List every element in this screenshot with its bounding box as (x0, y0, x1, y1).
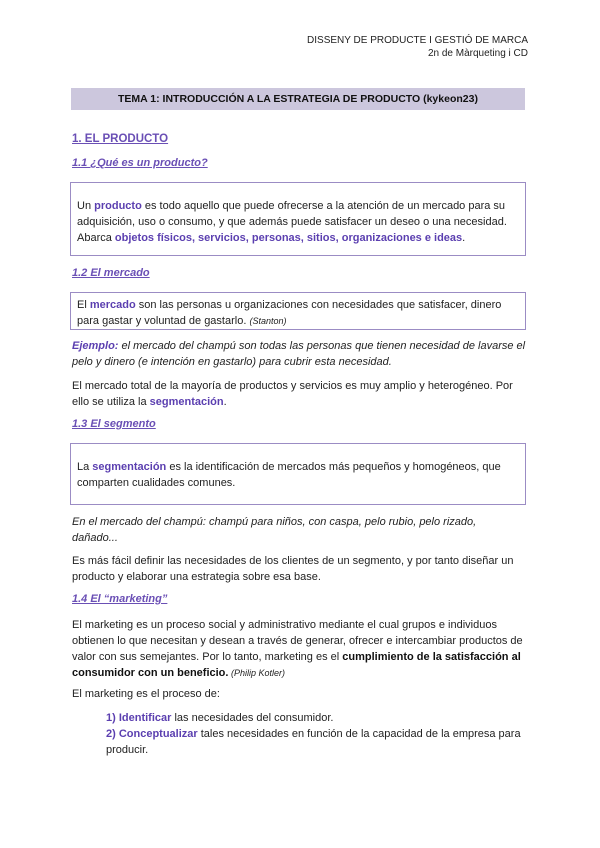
marketing-key-phrase: cumplimiento de la satisfacción al consumidor con un beneficio. (72, 651, 521, 679)
paragraph-marketing-proceso: El marketing es el proceso de: (72, 688, 220, 700)
subsection-heading-marketing: 1.4 El “marketing” (72, 593, 168, 605)
citation-stanton: (Stanton) (249, 316, 287, 326)
definition-box-producto: Un producto es todo aquello que puede ofrecerse a la atención de un mercado para su adquisición, uso o consumo, y que además puede satisfacer un deseo o una necesidad. Abarca objetos físicos, servicios, personas, sitios, organizaciones e ideas. (70, 182, 526, 256)
paragraph-mercado-total: El mercado total de la mayoría de productos y servicios es muy amplio y heterogéneo. Por ello se utiliza la segmentación. (72, 380, 513, 408)
list-item-identificar: 1) Identificar las necesidades del consumidor. (106, 712, 334, 724)
section-heading-producto: 1. EL PRODUCTO (72, 133, 169, 145)
list-item-conceptualizar: 2) Conceptualizar tales necesidades en función de la capacidad de la empresa para producir. (106, 728, 521, 756)
term-mercado: mercado (89, 299, 136, 311)
header-course: DISSENY DE PRODUCTE I GESTIÓ DE MARCA (307, 35, 528, 46)
term-segmentacion: segmentación (92, 461, 167, 473)
definition-box-segmento: La segmentación es la identificación de mercados más pequeños y homogéneos, que comparten cualidades comunes. (70, 443, 526, 505)
subsection-heading-segmento: 1.3 El segmento (72, 418, 156, 430)
header-program: 2n de Màrqueting i CD (427, 48, 528, 59)
definition-box-mercado: El mercado son las personas u organizaciones con necesidades que satisfacer, dinero para gastar y voluntad de gastarlo. (Stanton) (70, 292, 526, 330)
paragraph-segmento: Es más fácil definir las necesidades de los clientes de un segmento, y por tanto diseñar un producto y elaborar una estrategia sobre esa base. (72, 555, 514, 583)
document-title (71, 88, 525, 110)
example-segmento: En el mercado del champú: champú para niños, con caspa, pelo rubio, pelo rizado, dañado... (72, 516, 477, 544)
document-title-text: TEMA 1: INTRODUCCIÓN A LA ESTRATEGIA DE PRODUCTO (kykeon23) (118, 93, 478, 105)
example-mercado: Ejemplo: el mercado del champú son todas las personas que tienen necesidad de lavarse el pelo y dinero (e intención en gastarlo) para cubrir esta necesidad. (72, 340, 526, 368)
citation-kotler: (Philip Kotler) (228, 668, 285, 678)
example-label: Ejemplo: (72, 340, 119, 352)
paragraph-marketing-definition: El marketing es un proceso social y administrativo mediante el cual grupos e individuos obtienen lo que necesitan y desean a través de generar, ofrecer e intercambiar productos de valor con sus semejantes. Por lo tanto, marketing es el cumplimiento de la satisfacción al consumidor con un beneficio. (Philip Kotler) (72, 619, 523, 679)
subsection-heading-producto: 1.1 ¿Qué es un producto? (72, 157, 208, 169)
list-item-label: 1) Identificar (106, 712, 172, 724)
subsection-heading-mercado: 1.2 El mercado (72, 267, 150, 279)
term-segmentacion-link: segmentación (149, 396, 224, 408)
term-producto: producto (94, 200, 142, 212)
term-abarca: objetos físicos, servicios, personas, sitios, organizaciones e ideas (114, 232, 463, 244)
list-item-label: 2) Conceptualizar (106, 728, 198, 740)
